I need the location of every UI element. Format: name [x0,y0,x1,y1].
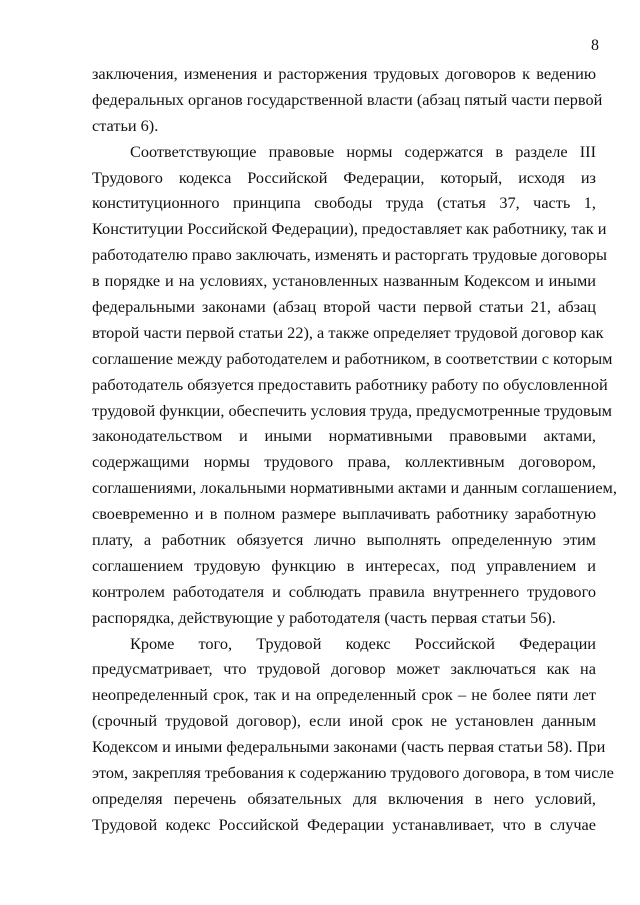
text-line: контролем работодателя и соблюдать правила внутреннего трудового [92,581,596,601]
text-line: Соответствующие правовые нормы содержатся в разделе III [130,141,596,161]
document-body [92,61,617,838]
text-line: Трудового кодекса Российской Федерации, который, исходя из [92,167,596,187]
text-line: федеральных органов государственной власти (абзац пятый части первой [92,89,603,109]
text-line: Конституции Российской Федерации), предоставляет как работнику, так и [92,219,607,239]
text-line: (срочный трудовой договор), если иной срок не установлен данным [92,711,596,731]
paragraph-2 [92,139,617,631]
page-number: 8 [591,37,599,54]
text-line: второй части первой статьи 22), а также определяет трудовой договор как [92,322,604,342]
paragraph-3 [92,631,614,838]
text-line: законодательством и иными нормативными правовыми актами, [92,426,596,446]
text-line: этом, закрепляя требования к содержанию трудового договора, в том числе [92,763,614,783]
text-line: соглашением трудовую функцию в интересах, под управлением и [92,555,596,575]
text-line: работодатель обязуется предоставить работнику работу по обусловленной [92,374,608,394]
text-line: определяя перечень обязательных для включения в него условий, [92,788,596,808]
text-line: неопределенный срок, так и на определенный срок – не более пяти лет [92,685,596,705]
text-line: Кроме того, Трудовой кодекс Российской Федерации [130,633,596,653]
paragraph-1 [92,61,603,139]
text-line: предусматривает, что трудовой договор может заключаться как на [92,659,596,679]
text-line: соглашениями, локальными нормативными актами и данным соглашением, [92,478,617,498]
text-line: распорядка, действующие у работодателя (часть первая статьи 56). [92,607,556,627]
text-line: соглашение между работодателем и работником, в соответствии с которым [92,348,613,368]
text-line: плату, а работник обязуется лично выполнять определенную этим [92,530,596,550]
text-line: содержащими нормы трудового права, коллективным договором, [92,452,596,472]
text-line: заключения, изменения и расторжения трудовых договоров к ведению [92,64,596,83]
text-line: статьи 6). [92,115,159,135]
text-line: трудовой функции, обеспечить условия труда, предусмотренные трудовым [92,400,612,420]
text-line: работодателю право заключать, изменять и расторгать трудовые договоры [92,245,607,265]
text-line: Трудовой кодекс Российской Федерации устанавливает, что в случае [92,814,596,834]
text-line: своевременно и в полном размере выплачивать работнику заработную [92,504,596,524]
text-line: в порядке и на условиях, установленных названным Кодексом и иными [92,271,596,291]
text-line: Кодексом и иными федеральными законами (часть первая статьи 58). При [92,737,606,757]
text-line: федеральными законами (абзац второй части первой статьи 21, абзац [92,297,596,317]
text-line: конституционного принципа свободы труда (статья 37, часть 1, [92,193,596,213]
